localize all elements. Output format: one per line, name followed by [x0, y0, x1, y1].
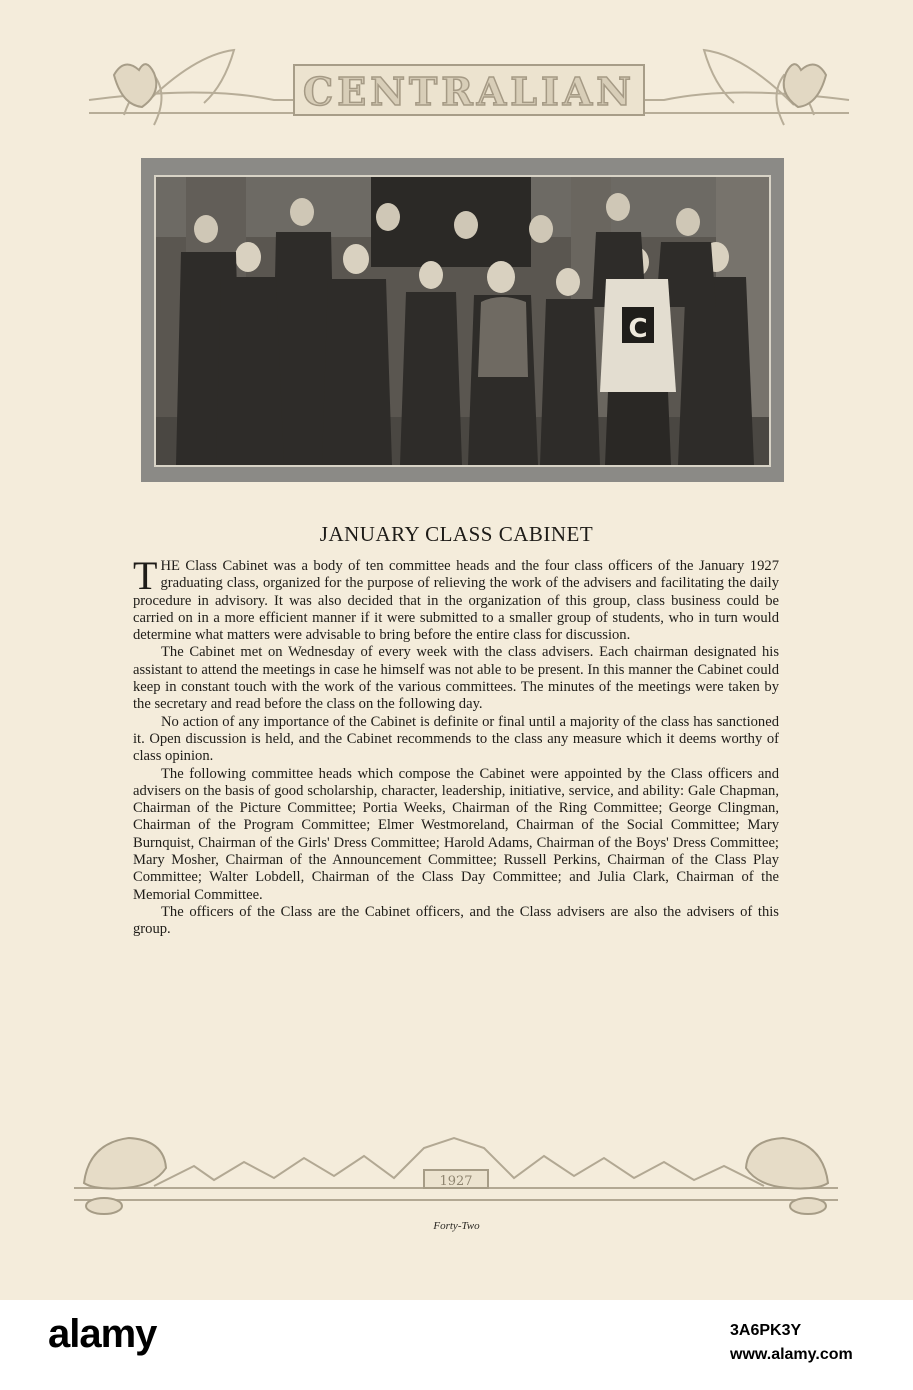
watermark-url: www.alamy.com — [730, 1346, 853, 1363]
sweater-letter: C — [628, 314, 648, 344]
paragraph-1 — [133, 553, 779, 644]
footer-year: 1927 — [439, 1174, 473, 1189]
class-cabinet-group-photo — [154, 175, 771, 467]
article-title: JANUARY CLASS CABINET — [319, 522, 594, 546]
tulip-right-icon — [784, 64, 826, 107]
header-ornament — [84, 45, 856, 155]
watermark-image-id: 3A6PK3Y — [730, 1322, 802, 1339]
page-number: Forty-Two — [433, 1220, 480, 1232]
tulip-left-icon — [114, 64, 156, 107]
beaver-left-icon — [84, 1138, 166, 1188]
photo-frame — [141, 158, 784, 482]
article-body — [133, 553, 779, 939]
paragraph-1-text: HE Class Cabinet was a body of ten committee heads and the four class officers of the January 1927 graduating class, organized for the purpose of relieving the work of the advisers and facilitating the daily procedure in advisory. It was also decided that in the organization of this group, class business could be carried on in a more efficient manner if it were submitted to a smaller group of students, who in turn would determine what matters were advisable to bring before the entire class for discussion. — [133, 558, 779, 644]
beaver-right-icon — [746, 1138, 828, 1188]
watermark-logo: alamy — [48, 1312, 157, 1356]
paragraph-3: No action of any importance of the Cabinet is definite or final until a majority of the class has sanctioned it. Open discussion is held, and the Cabinet recommends to the class any measure which it deems worthy of class opinion. — [133, 713, 779, 765]
paragraph-5: The officers of the Class are the Cabinet officers, and the Class advisers are also the advisers of this group. — [133, 903, 779, 938]
footer-ornament — [74, 1128, 838, 1224]
paragraph-2: The Cabinet met on Wednesday of every week with the class advisers. Each chairman designated his assistant to attend the meetings in case he himself was not able to be present. In this manner the Cabinet could keep in constant touch with the work of the various committees. The minutes of the meetings were taken by the secretary and read before the class on the following day. — [133, 644, 779, 713]
banner-text: CENTRALIAN — [303, 69, 635, 114]
paragraph-4: The following committee heads which compose the Cabinet were appointed by the Class officers and advisers on the basis of good scholarship, character, leadership, initiative, service, and ability: Gale Chapman, Chairman of the Picture Committee; Portia Weeks, Chairman of the Ring Committee; George Clingman, Chairman of the Program Committee; Elmer Westmoreland, Chairman of the Social Committee; Mary Burnquist, Chairman of the Girls' Dress Committee; Harold Adams, Chairman of the Boys' Dress Committee; Mary Mosher, Chairman of the Announcement Committee; Russell Perkins, Chairman of the Class Play Committee; Walter Lobdell, Chairman of the Class Day Committee; and Julia Clark, Chairman of the Memorial Committee. — [133, 765, 779, 903]
dropcap: T — [133, 553, 158, 598]
